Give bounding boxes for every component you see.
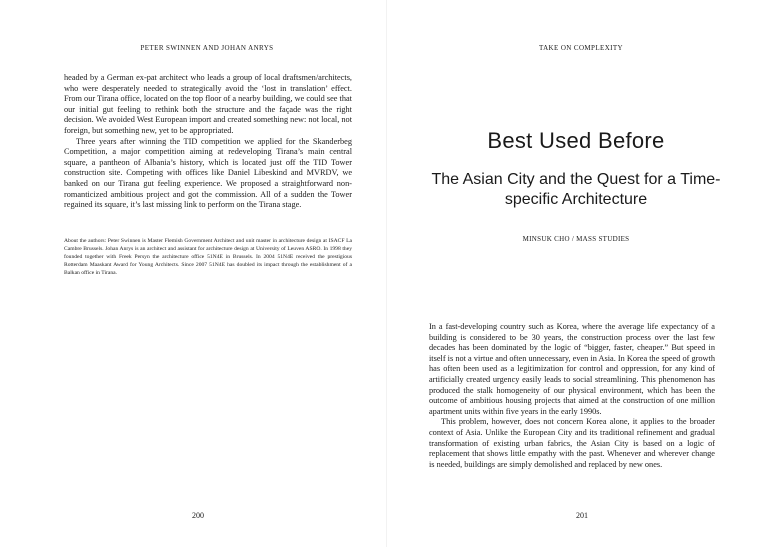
paragraph: In a fast-developing country such as Korea, where the average life expectancy of a building is considered to be 30 years, the construction process over the last few decades has been dominated by the logic of “bigger, faster, cheaper.” But speed in itself is not a virtue and often unnecessary, even in Asia. In Korea the speed of growth has often been used as a legitimization for control and oppression, for any kind of artificially created urgency easily leads to social streamlining. This phenomenon has produced the stalk homogeneity of our physical environment, which has been the outcome of ambitious housing projects that aimed at the construction of one million apartment units within five years in the early 1990s.: [429, 322, 715, 416]
paragraph: Three years after winning the TID competition we applied for the Skanderbeg Competition, a major competition aiming at redeveloping Tirana’s main central square, a pantheon of Albania’s history, which is located just off the TID Tower construction site. Competing with offices like Daniel Libeskind and MVRDV, we banked on our Tirana gut feeling experience. We proposed a straightforward non-romanticized ambitious project and got the commission. All of a sudden the Tower regained its square, it’s last missing link to perform on the Tirana stage.: [64, 136, 352, 210]
paragraph: headed by a German ex-pat architect who leads a group of local draftsmen/architects, who were desperately needed to strategically avoid the ‘lost in translation’ effect. From our Tirana office, located on the top floor of a nearby building, we could see that our initial gut feeling to rethink both the structure and the façade was the right decision. We avoided West European import and created something new: not local, not foreign, but something new, yet to be appropriated.: [64, 73, 352, 135]
chapter-title: Best Used Before: [487, 128, 665, 153]
body-text-right: [429, 322, 715, 470]
chapter-subtitle: The Asian City and the Quest for a Time-specific Architecture: [431, 171, 721, 208]
page-number-left: 200: [192, 511, 204, 520]
running-head-section: TAKE ON COMPLEXITY: [538, 44, 624, 52]
running-head-authors: PETER SWINNEN AND JOHAN ANRYS: [140, 44, 274, 52]
author-byline: MINSUK CHO / MASS STUDIES: [522, 235, 630, 243]
about-the-authors: About the authors: Peter Swinnen is Master Flemish Government Architect and unit master in architecture design at ISACF La Cambre Brussels. Johan Anrys is an architect and assistant for architecture design at University of Leuven ASRO. In 1998 they founded together with Freek Persyn the architecture office 51N4E in Brussels. In 2004 51N4E received the prestigious Rotterdam Maaskant Award for Young Architects. Since 2007 51N4E has doubled its impact through the establishment of a Balkan office in Tirana.: [64, 238, 352, 277]
left-page: [0, 0, 386, 547]
body-text-left: [64, 73, 352, 211]
paragraph: This problem, however, does not concern Korea alone, it applies to the broader context of Asia. Unlike the European City and its traditional refinement and gradual transformation of existing urban fabrics, the Asian City is based on a logic of replacement that shows little empathy with the past. Whenever and wherever change is needed, buildings are simply demolished and replaced by new ones.: [429, 417, 715, 469]
page-number-right: 201: [576, 511, 588, 520]
